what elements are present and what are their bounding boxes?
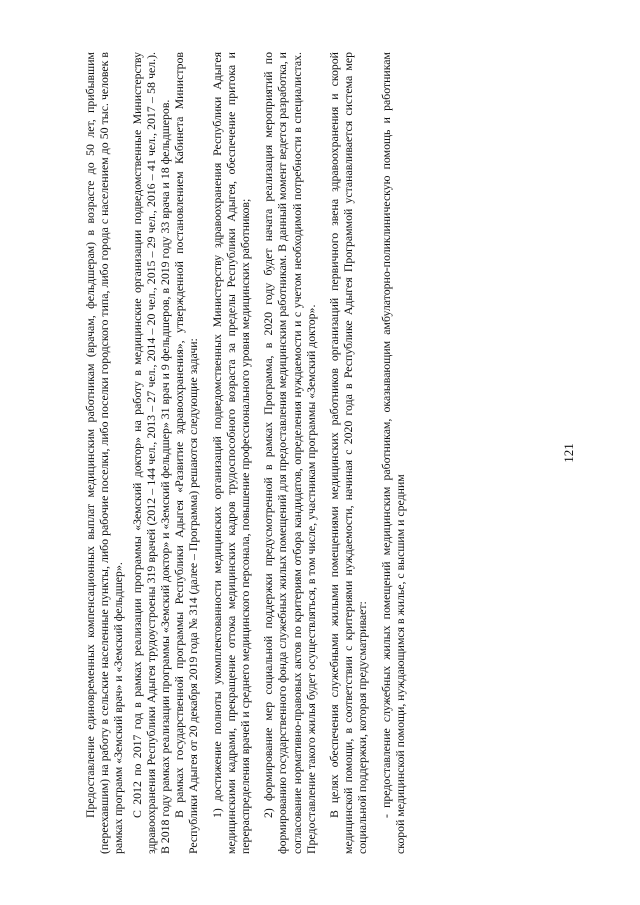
paragraph-housing: В целях обеспечения служебными жилыми помещениями медицинских работников организаций первичного звена здравоохранения и скорой медицинской помощи, в соответствии с критериями нуждаемости, начиная с 2020 года в Республике Адыгея Программой устанавливается система мер социальной поддержки, которая предусматривает: xyxy=(327,52,370,854)
page-number: 121 xyxy=(561,443,576,463)
paragraph-task-1: 1) достижение полноты укомплектованности медицинских организаций подведомственных Министерству здравоохранения Республики Адыгея медицинскими кадрами, прекращение оттока медицинских кадров трудоспособного возраста за пределы Республики Адыгея, обеспечение притока и перераспределения врачей и среднего медицинского персонала, повышение профессионального уровня медицинских работников; xyxy=(209,52,253,854)
paragraph-task-2: 2) формирование мер социальной поддержки предусмотренной в рамках Программа, в 2020 году будет начата реализация мероприятий по формированию государственного фонда служебных жилых помещений для предоставления медицинским работникам. В данный момент ведется разработка, и согласование нормативно-правовых актов по критериям отбора кандидатов, определения нуждаемости и с учетом необходимой потребности в специалистах. Предоставление такого жилья будет осуществляться, в том числе, участникам программы «Земский доктор». xyxy=(261,52,318,854)
paragraph-state-program: В рамках государственной программы Республики Адыгея «Развитие здравоохранения», утвержденной постановлением Кабинета Министров Республики Адыгея от 20 декабря 2019 года № 314 (далее – Программа) решаются следующие задачи: xyxy=(172,52,201,854)
paragraph-housing-item: - предоставление служебных жилых помещений медицинским работникам, оказывающим амбулаторно-поликлиническую помощь и работникам скорой медицинской помощи, нуждающимся в жилье, с высшим и средним xyxy=(378,52,407,854)
paragraph-compensation: Предоставление единовременных компенсационных выплат медицинским работникам (врачам, фельдшерам) в возрасте до 50 лет, прибывшим (переехавшим) на работу в сельские населенные пункты, либо рабочие поселки, либо поселки городского типа, либо города с населением до 50 тыс. человек в рамках программ «Земский врач» и «Земский фельдшер». xyxy=(83,52,126,854)
paragraph-zemsky-stats: С 2012 по 2017 год в рамках реализации программы «Земский доктор» на работу в медицинские организации подведомственные Министерству здравоохранения Республики Адыгея трудоустроены 319 врачей (2012 – 144 чел., 2013 – 27 чел., 2014 – 20 чел., 2015 – 29 чел., 2016 – 41 чел., 2017 – 58 чел.). В 2018 году рамках реализации программы «Земский доктор» и «Земский фельдшер» 31 врач и 9 фельдшеров, в 2019 году 33 врача и 18 фельдшеров. xyxy=(129,52,173,854)
body-text xyxy=(83,52,591,854)
